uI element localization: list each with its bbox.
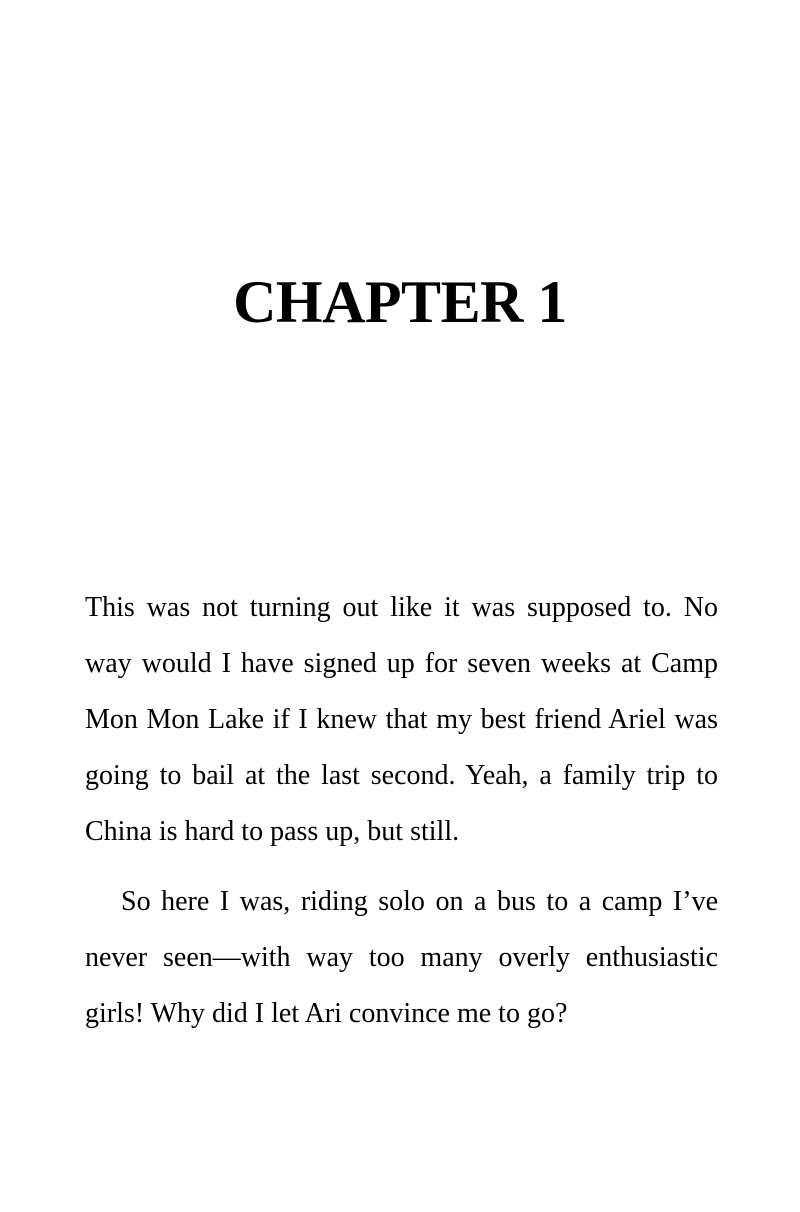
chapter-body xyxy=(85,580,718,1056)
paragraph-1: This was not turning out like it was supposed to. No way would I have signed up for seven weeks at Camp Mon Mon Lake if I knew that my best friend Ariel was going to bail at the last second. Yeah, a family trip to China is hard to pass up, but still. xyxy=(85,592,718,847)
chapter-title: CHAPTER 1 xyxy=(233,269,567,335)
paragraph-2: So here I was, riding solo on a bus to a camp I’ve never seen—with way too many overly enthusiastic girls! Why did I let Ari convince me to go? xyxy=(85,886,718,1029)
